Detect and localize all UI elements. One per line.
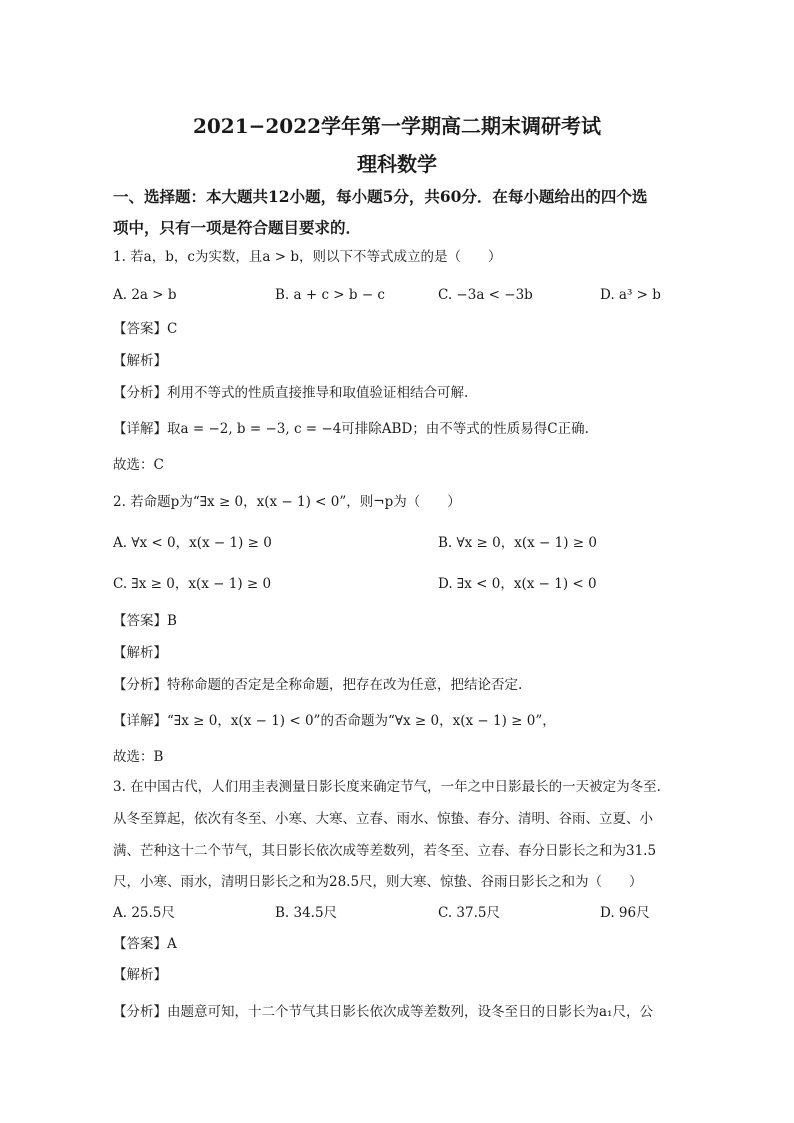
q3-analysis-label: 【解析】 [113, 967, 167, 983]
q2-choose: 故选：B [113, 749, 164, 765]
q1-stem: 1. 若a，b，c为实数，且a > b，则以下不等式成立的是（ ） [113, 249, 502, 265]
section-heading-line2: 项中，只有一项是符合题目要求的． [113, 218, 362, 237]
q3-answer: 【答案】A [113, 936, 177, 952]
q3-line2: 从冬至算起，依次有冬至、小寒、大寒、立春、雨水、惊蛰、春分、清明、谷雨、立夏、小 [113, 811, 653, 827]
q2-option-a: A. ∀x < 0，x(x − 1) ≥ 0 [113, 535, 272, 551]
section-heading-line1: 一、选择题：本大题共12小题，每小题5分，共60分．在每小题给出的四个选 [113, 187, 648, 206]
q3-option-d: D. 96尺 [600, 905, 650, 921]
q1-option-d: D. a³ > b [600, 287, 661, 303]
q1-option-b: B. a + c > b − c [275, 287, 385, 303]
q3-line1: 3. 在中国古代，人们用圭表测量日影长度来确定节气，一年之中日影最长的一天被定为冬至. [113, 779, 661, 795]
q1-xiangjie: 【详解】取a = −2, b = −3, c = −4可排除ABD；由不等式的性质易得C正确. [113, 421, 589, 437]
q2-xiangjie: 【详解】“∃x ≥ 0，x(x − 1) < 0”的否命题为“∀x ≥ 0，x(x − 1) ≥ 0”， [113, 713, 556, 729]
exam-subtitle: 理科数学 [357, 152, 437, 176]
q2-fenxi: 【分析】特称命题的否定是全称命题，把存在改为任意，把结论否定. [113, 677, 523, 693]
q1-option-c: C. −3a < −3b [438, 287, 533, 303]
q1-answer: 【答案】C [113, 321, 178, 337]
q2-option-d: D. ∃x < 0，x(x − 1) < 0 [438, 576, 597, 592]
q2-analysis-label: 【解析】 [113, 645, 167, 661]
q2-answer: 【答案】B [113, 613, 177, 629]
q3-option-a: A. 25.5尺 [113, 905, 175, 921]
q3-line3: 满、芒种这十二个节气，其日影长依次成等差数列，若冬至、立春、春分日影长之和为31.5 [113, 843, 657, 859]
q2-option-c: C. ∃x ≥ 0，x(x − 1) ≥ 0 [113, 576, 272, 592]
exam-title: 2021−2022学年第一学期高二期末调研考试 [192, 114, 602, 138]
q3-option-b: B. 34.5尺 [275, 905, 338, 921]
q1-option-a: A. 2a > b [113, 287, 177, 303]
q3-line4: 尺，小寒、雨水，清明日影长之和为28.5尺，则大寒、惊蛰、谷雨日影长之和为（ ） [113, 874, 643, 890]
q2-option-b: B. ∀x ≥ 0，x(x − 1) ≥ 0 [438, 535, 597, 551]
q3-option-c: C. 37.5尺 [438, 905, 500, 921]
q1-fenxi: 【分析】利用不等式的性质直接推导和取值验证相结合可解. [113, 385, 469, 401]
q3-fenxi: 【分析】由题意可知，十二个节气其日影长依次成等差数列，设冬至日的日影长为a₁尺，公 [113, 1004, 653, 1020]
q1-analysis-label: 【解析】 [113, 353, 167, 369]
q1-choose: 故选：C [113, 457, 164, 473]
q2-stem: 2. 若命题p为“∃x ≥ 0，x(x − 1) < 0”，则¬p为（ ） [113, 494, 461, 510]
